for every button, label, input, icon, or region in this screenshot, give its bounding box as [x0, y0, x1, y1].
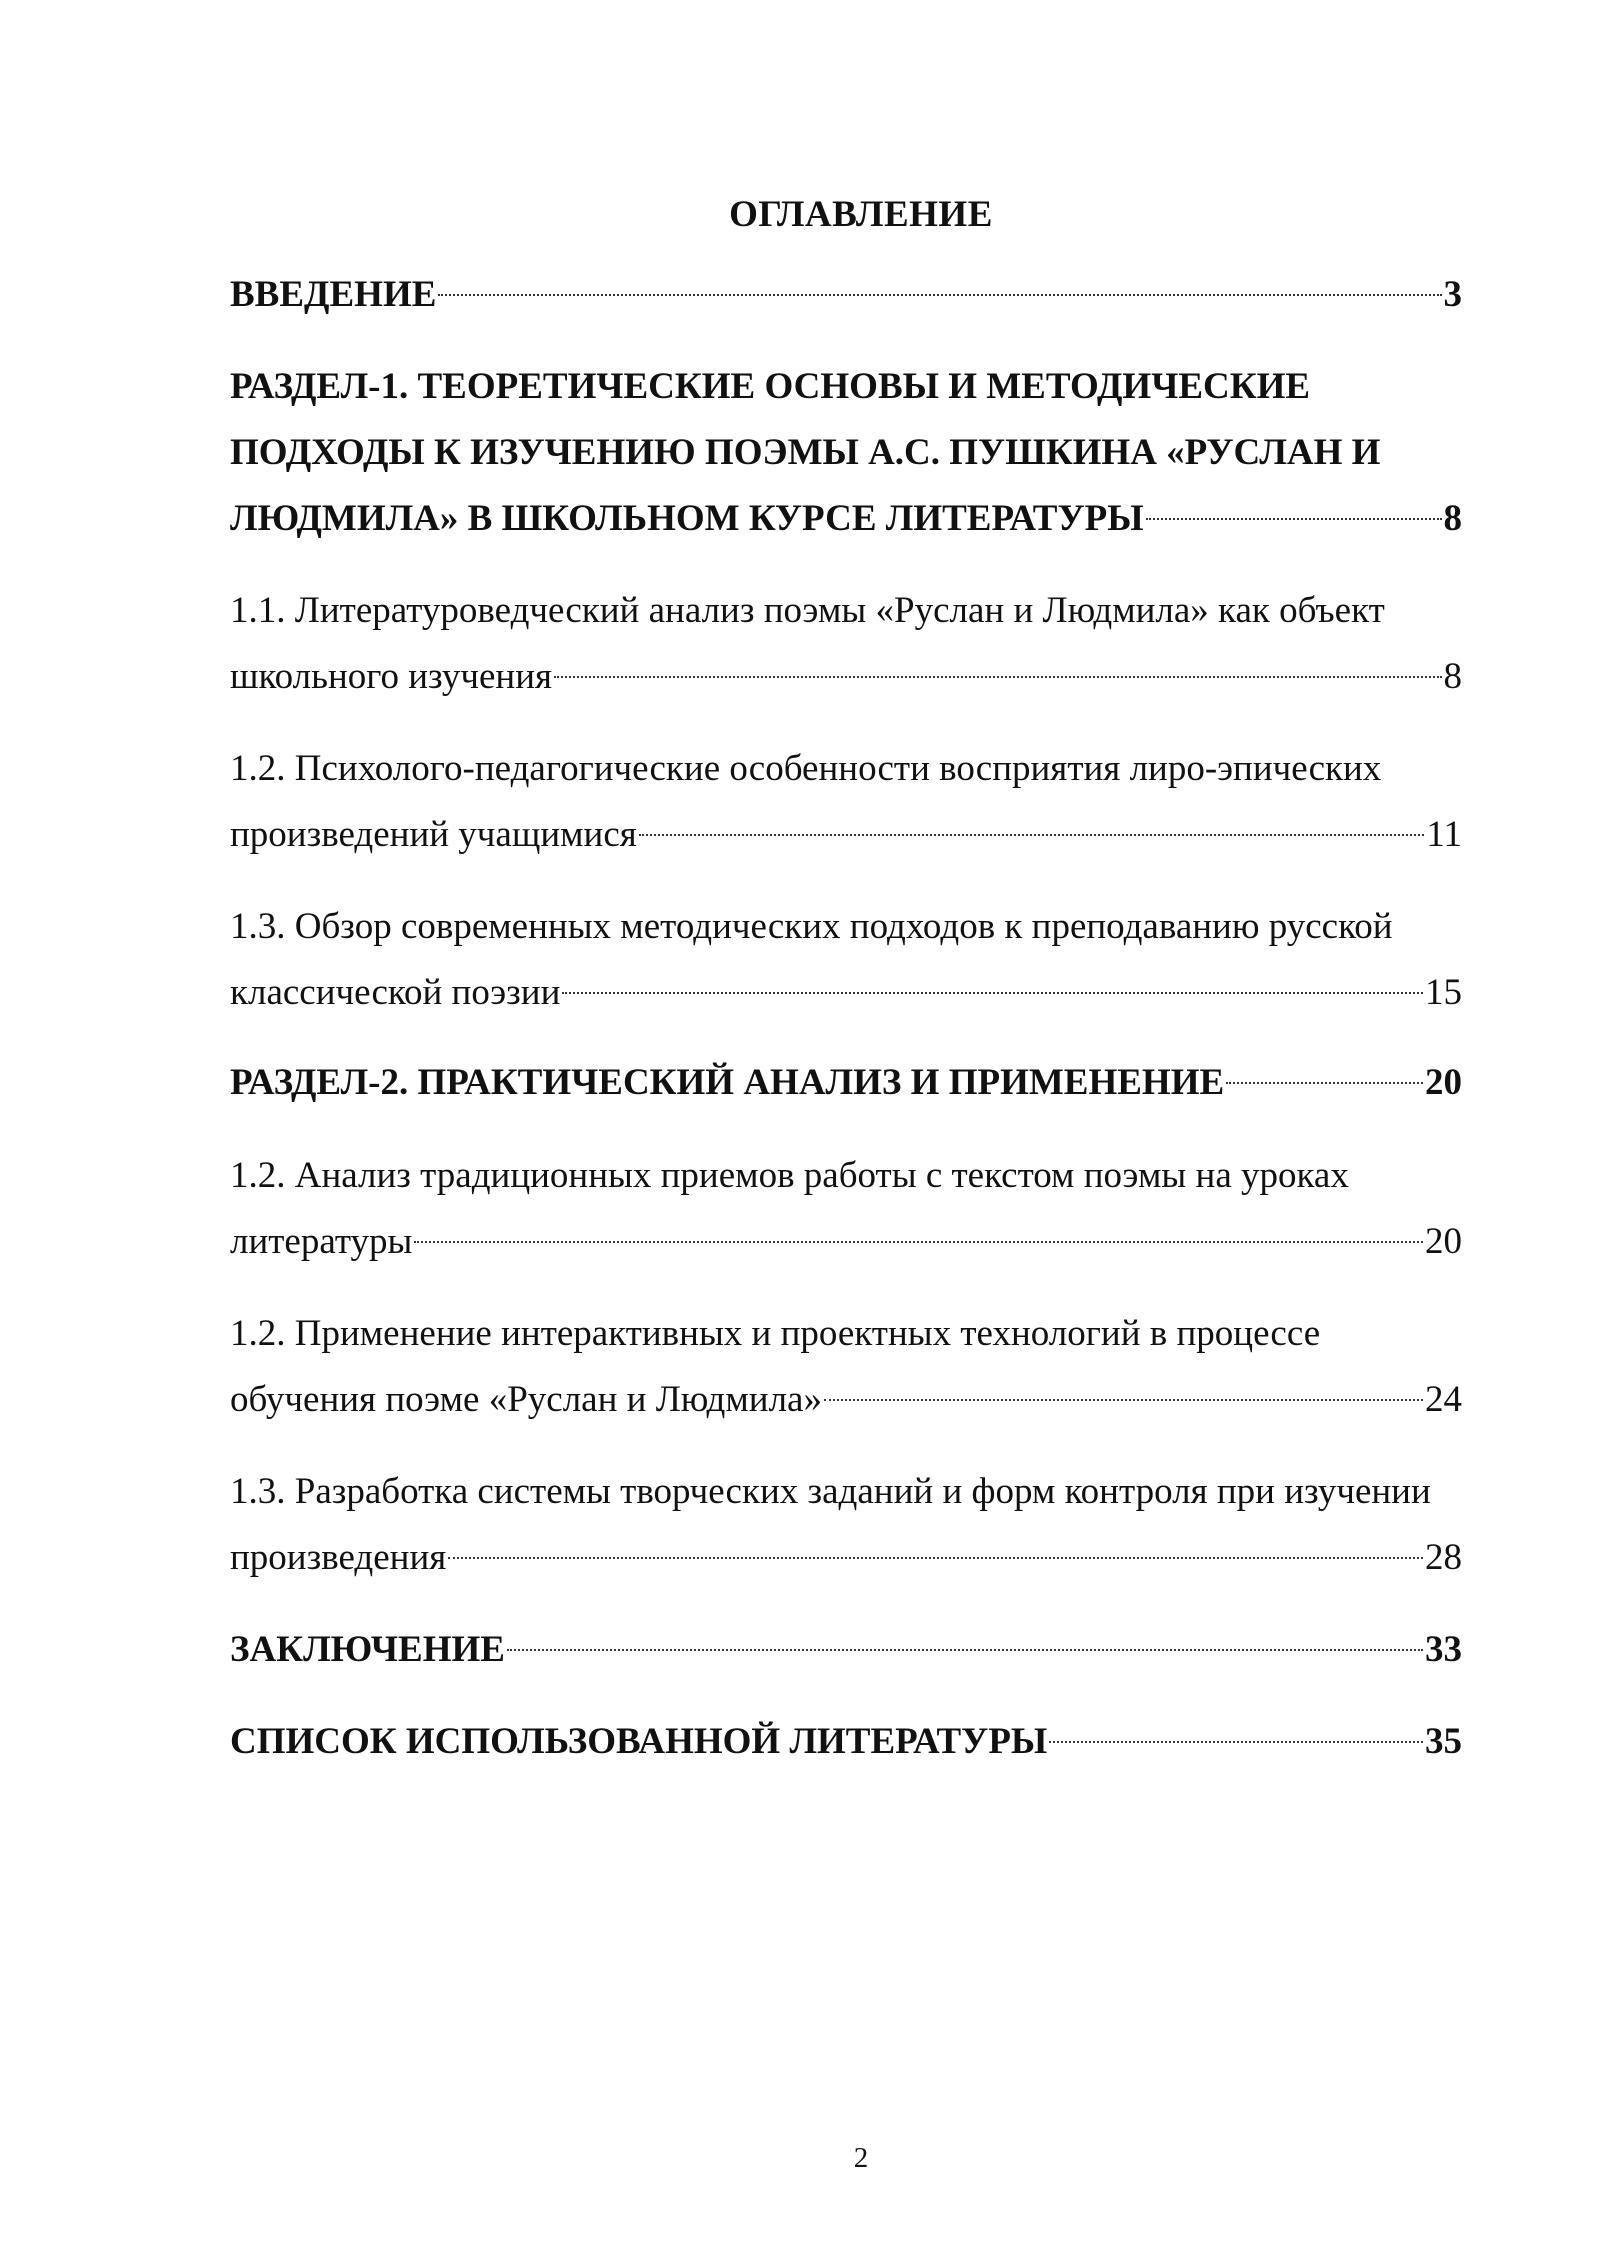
dot-leader	[438, 294, 1441, 296]
toc-page-number: 15	[1425, 972, 1462, 1013]
toc-page-number: 35	[1425, 1721, 1462, 1762]
toc-entry-title-line: 1.2. Применение интерактивных и проектных технологий в процессе	[230, 1313, 1321, 1354]
toc-entry-title-line: ПОДХОДЫ К ИЗУЧЕНИЮ ПОЭМЫ А.С. ПУШКИНА «РУСЛАН И	[230, 432, 1381, 473]
toc-page-number: 8	[1443, 656, 1462, 697]
toc-entry-introduction[interactable]	[230, 262, 1462, 328]
toc-entry-title: ЗАКЛЮЧЕНИЕ	[230, 1629, 505, 1670]
toc-page-number: 11	[1426, 814, 1462, 855]
toc-entry-title-line: 1.2. Анализ традиционных приемов работы с текстом поэмы на уроках	[230, 1155, 1349, 1196]
dot-leader	[507, 1649, 1423, 1651]
toc-entry-title-line: ЛЮДМИЛА» В ШКОЛЬНОМ КУРСЕ ЛИТЕРАТУРЫ	[230, 498, 1144, 539]
toc-entry-title-line: 1.2. Психолого-педагогические особенности восприятия лиро-эпических	[230, 748, 1382, 789]
dot-leader	[1226, 1082, 1423, 1084]
toc-entry-title-line: 1.3. Обзор современных методических подходов к преподаванию русской	[230, 906, 1393, 947]
toc-entry-subsection-2-2[interactable]	[230, 1301, 1462, 1433]
dot-leader	[448, 1557, 1423, 1559]
dot-leader	[1049, 1741, 1423, 1743]
dot-leader	[639, 834, 1425, 836]
page-number: 2	[853, 2142, 869, 2174]
toc-entry-title: РАЗДЕЛ-2. ПРАКТИЧЕСКИЙ АНАЛИЗ И ПРИМЕНЕНИЕ	[230, 1062, 1225, 1103]
toc-page-number: 28	[1425, 1537, 1462, 1578]
dot-leader	[414, 1241, 1423, 1243]
toc-entry-title-line: классической поэзии	[230, 972, 561, 1013]
toc-page-number: 33	[1425, 1629, 1462, 1670]
toc-entry-subsection-2-3[interactable]	[230, 1459, 1462, 1591]
toc-entry-subsection-1-1[interactable]	[230, 578, 1462, 710]
toc-entry-section-2[interactable]	[230, 1050, 1462, 1116]
toc-entry-subsection-1-2[interactable]	[230, 736, 1462, 868]
toc-entry-title-line: литературы	[230, 1221, 413, 1262]
toc-entry-title-line: произведения	[230, 1537, 447, 1578]
toc-heading: ОГЛАВЛЕНИЕ	[729, 194, 993, 235]
toc-entry-title-line: произведений учащимися	[230, 814, 637, 855]
toc-page-number: 3	[1443, 274, 1462, 315]
dot-leader	[562, 992, 1423, 994]
toc-entry-subsection-2-1[interactable]	[230, 1143, 1462, 1275]
toc-entry-title: СПИСОК ИСПОЛЬЗОВАННОЙ ЛИТЕРАТУРЫ	[230, 1721, 1048, 1762]
toc-page-number: 8	[1443, 498, 1462, 539]
toc-entry-title-line: школьного изучения	[230, 656, 553, 697]
toc-entry-bibliography[interactable]	[230, 1709, 1462, 1775]
toc-page-number: 20	[1425, 1062, 1462, 1103]
toc-entry-title-line: 1.1. Литературоведческий анализ поэмы «Руслан и Людмила» как объект	[230, 590, 1385, 631]
toc-entry-title: ВВЕДЕНИЕ	[230, 274, 437, 315]
toc-entry-conclusion[interactable]	[230, 1617, 1462, 1683]
toc-entry-section-1[interactable]	[230, 354, 1462, 552]
toc-entry-subsection-1-3[interactable]	[230, 894, 1462, 1026]
dot-leader	[824, 1399, 1423, 1401]
dot-leader	[554, 676, 1441, 678]
toc-entry-title-line: РАЗДЕЛ-1. ТЕОРЕТИЧЕСКИЕ ОСНОВЫ И МЕТОДИЧЕСКИЕ	[230, 366, 1311, 407]
toc-entry-title-line: 1.3. Разработка системы творческих заданий и форм контроля при изучении	[230, 1471, 1431, 1512]
toc-entry-title-line: обучения поэме «Руслан и Людмила»	[230, 1379, 822, 1420]
toc-page-number: 24	[1425, 1379, 1462, 1420]
dot-leader	[1146, 518, 1442, 520]
toc-page-number: 20	[1425, 1221, 1462, 1262]
